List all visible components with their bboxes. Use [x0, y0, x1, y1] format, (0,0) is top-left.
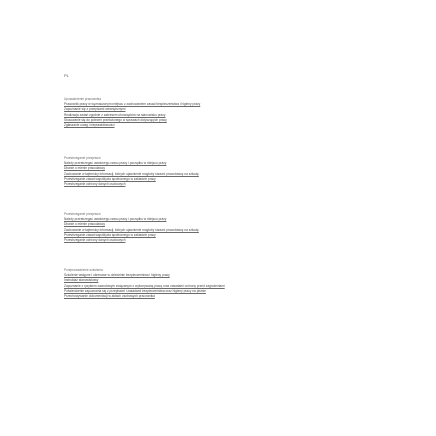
- document-line: Przestrzeganie przepisów: [64, 156, 101, 160]
- document-line: Należy przestrzegać ustalonego czasu pracy i porządku w miejscu pracy: [64, 217, 167, 222]
- document-line: Należy przestrzegać ustalonego czasu pracy i porządku w miejscu pracy: [64, 161, 167, 166]
- document-line: Upoważnienie pracownika: [64, 97, 102, 101]
- document-line: Zgłaszanie uwag i nieprawidłowości: [64, 123, 115, 127]
- document-line: Pracownik pracy w wyznaczonym miejscu z zachowaniem zasad bezpieczeństwa i higieny pracy: [64, 102, 201, 107]
- document-line: Przestrzeganie ochrony danych osobowych: [64, 182, 126, 186]
- document-line: Potwierdzenie zapoznania się z przepisami i zasadami bezpieczeństwa oraz higieny pracy na piśmie: [64, 288, 206, 293]
- document-line: Przestrzeganie przepisów: [64, 212, 101, 216]
- document-line: Instruktaż stanowiskowy: [64, 278, 99, 283]
- document-line: Zachowanie w tajemnicy informacji, których ujawnienie mogłoby narazić pracodawcę na szkodę: [64, 171, 199, 176]
- document-line: Dbanie o mienie pracodawcy: [64, 222, 105, 227]
- document-line: Dbanie o mienie pracodawcy: [64, 166, 105, 171]
- document-line: Przestrzeganie ochrony danych osobowych: [64, 238, 126, 242]
- document-line: Przestrzeganie zasad współżycia społecznego w zakładzie pracy: [64, 176, 156, 181]
- document-line: Zapoznanie się z przepisami wewnętrznymi: [64, 107, 126, 112]
- document-line: Stosowanie się do poleceń przełożonego w sprawach dotyczących pracy: [64, 117, 167, 122]
- document-line: Zapoznanie z ryzykiem zawodowym związanym z wykonywaną pracą oraz zasadami ochrony przed zagrożeniami: [64, 283, 225, 288]
- document-line: Realizacja zadań zgodnie z zakresem obowiązków na stanowisku pracy: [64, 112, 166, 117]
- document-line: Przestrzeganie zasad współżycia społecznego w zakładzie pracy: [64, 232, 156, 237]
- document-line: Zachowanie w tajemnicy informacji, których ujawnienie mogłoby narazić pracodawcę na szkodę: [64, 227, 199, 232]
- document-line: Szkolenie wstępne i okresowe w dziedzinie bezpieczeństwa i higieny pracy: [64, 273, 170, 278]
- language-tag: PL: [64, 73, 69, 78]
- document-line: Przeprowadzenie szkolenia: [64, 268, 103, 272]
- document-line: Przechowywanie dokumentacji w aktach osobowych pracownika: [64, 294, 155, 298]
